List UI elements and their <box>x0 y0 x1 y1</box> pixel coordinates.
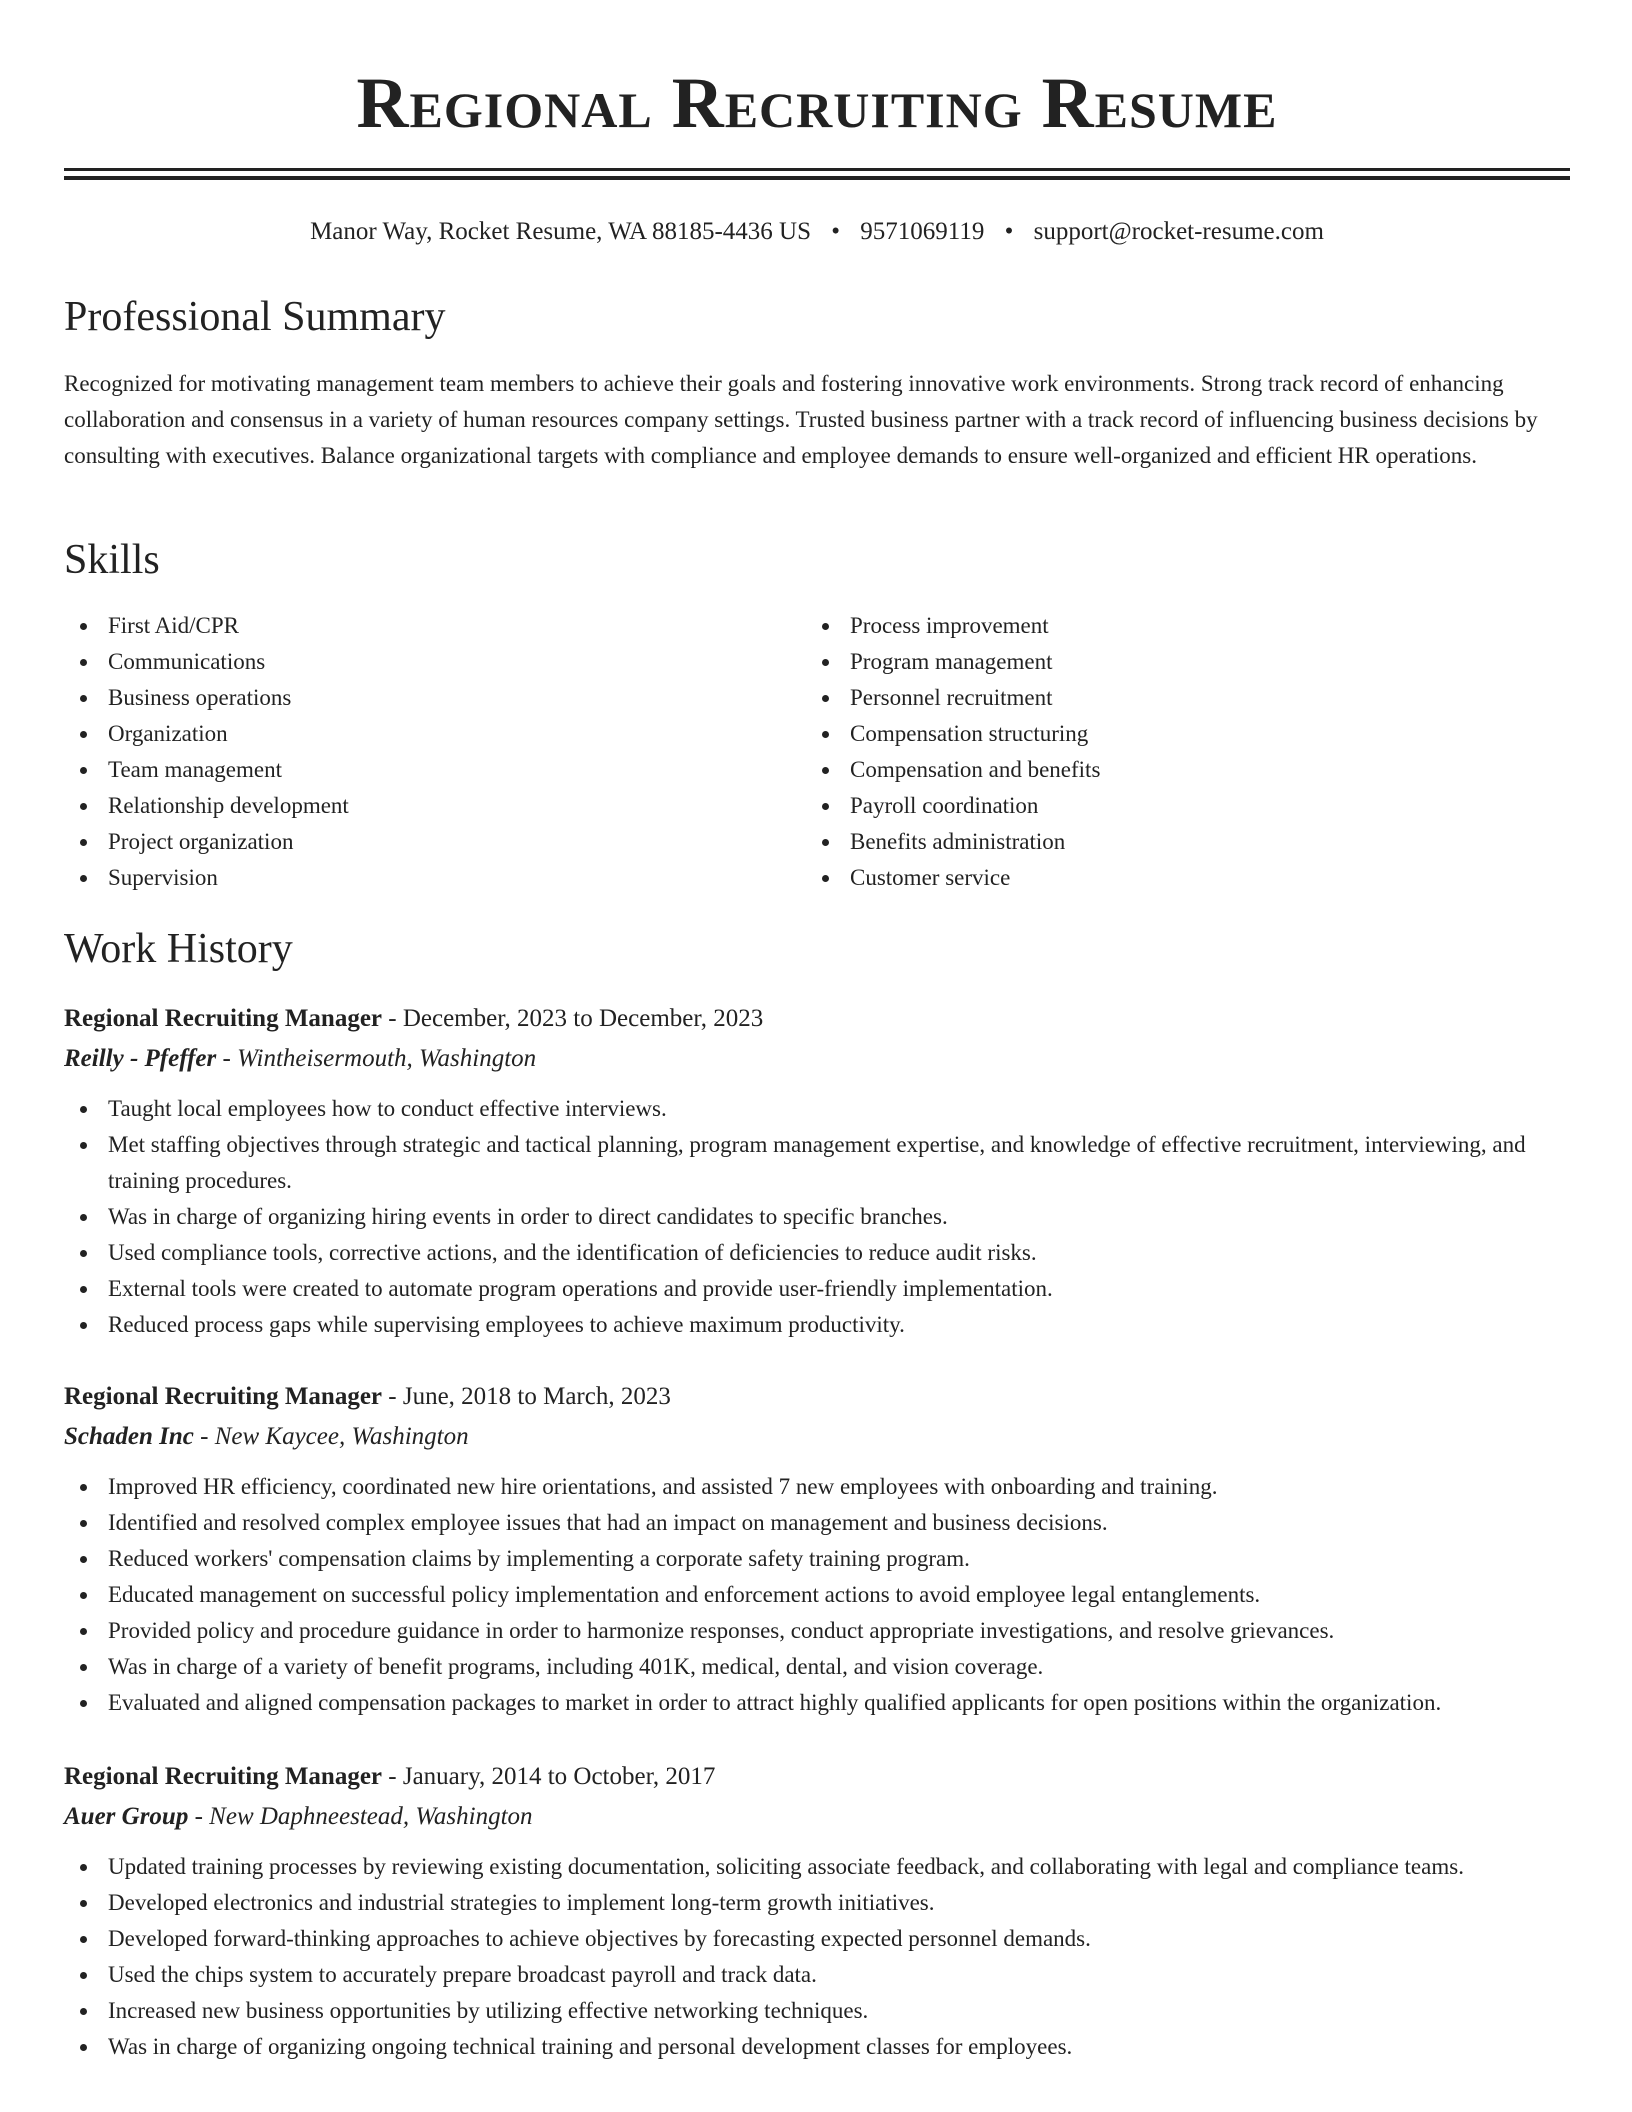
list-item: Program management <box>806 644 1506 680</box>
list-item: Business operations <box>64 680 764 716</box>
list-item: Met staffing objectives through strategic and tactical planning, program management expertise, and knowledge of effective recruitment, interviewing, and training procedures. <box>64 1127 1568 1199</box>
job-location: - Wintheisermouth, Washington <box>216 1045 537 1072</box>
summary-text: Recognized for motivating management team members to achieve their goals and fostering innovative work environments. Strong track record of enhancing collaboration and consensus in a variety of human resources company settings. Trusted business partner with a track record of influencing business decisions by consulting with executives. Balance organizational targets with compliance and employee demands to ensure well-organized and efficient HR operations. <box>64 371 1538 468</box>
contact-phone: 9571069119 <box>860 218 985 245</box>
job-duties <box>64 1091 1570 1343</box>
job-duties <box>64 1849 1570 2065</box>
list-item: Identified and resolved complex employee issues that had an impact on management and business decisions. <box>64 1505 1568 1541</box>
list-item: Educated management on successful policy implementation and enforcement actions to avoid employee legal entanglements. <box>64 1577 1568 1613</box>
list-item: Was in charge of organizing hiring events in order to direct candidates to specific branches. <box>64 1199 1568 1235</box>
list-item: Process improvement <box>806 608 1506 644</box>
list-item: Project organization <box>64 824 764 860</box>
job-duties <box>64 1469 1570 1721</box>
list-item: Payroll coordination <box>806 788 1506 824</box>
skills-list-left <box>64 608 764 896</box>
contact-line <box>64 214 1570 250</box>
job-title: Regional Recruiting Manager <box>64 1383 383 1410</box>
job-title: Regional Recruiting Manager <box>64 1005 383 1032</box>
list-item: External tools were created to automate program operations and provide user-friendly implementation. <box>64 1271 1568 1307</box>
job-company-line <box>64 1039 1570 1079</box>
list-item: Personnel recruitment <box>806 680 1506 716</box>
list-item: First Aid/CPR <box>64 608 764 644</box>
work-history-heading: Work History <box>64 926 293 972</box>
list-item: Communications <box>64 644 764 680</box>
list-item: Used compliance tools, corrective actions, and the identification of deficiencies to reduce audit risks. <box>64 1235 1568 1271</box>
job-dates: - June, 2018 to March, 2023 <box>382 1383 671 1410</box>
job-dates: - December, 2023 to December, 2023 <box>382 1005 764 1032</box>
job-entry <box>64 999 1570 1343</box>
list-item: Increased new business opportunities by utilizing effective networking techniques. <box>64 1993 1568 2029</box>
list-item: Benefits administration <box>806 824 1506 860</box>
resume-title: Regional Recruiting Resume <box>356 63 1278 143</box>
job-title-line <box>64 1377 1570 1417</box>
list-item: Developed electronics and industrial strategies to implement long-term growth initiatives. <box>64 1885 1568 1921</box>
list-item: Taught local employees how to conduct effective interviews. <box>64 1091 1568 1127</box>
job-company-line <box>64 1797 1570 1837</box>
list-item: Compensation and benefits <box>806 752 1506 788</box>
job-entry <box>64 1377 1570 1721</box>
list-item: Compensation structuring <box>806 716 1506 752</box>
list-item: Was in charge of organizing ongoing technical training and personal development classes for employees. <box>64 2029 1568 2065</box>
job-title-line <box>64 999 1570 1039</box>
job-company: Auer Group <box>64 1803 189 1830</box>
contact-address: Manor Way, Rocket Resume, WA 88185-4436 US <box>310 218 812 245</box>
list-item: Was in charge of a variety of benefit programs, including 401K, medical, dental, and vision coverage. <box>64 1649 1568 1685</box>
skills-list-right <box>806 608 1506 896</box>
contact-email: support@rocket-resume.com <box>1033 218 1324 245</box>
list-item: Reduced process gaps while supervising employees to achieve maximum productivity. <box>64 1307 1568 1343</box>
job-company: Reilly - Pfeffer <box>64 1045 217 1072</box>
list-item: Improved HR efficiency, coordinated new hire orientations, and assisted 7 new employees with onboarding and training. <box>64 1469 1568 1505</box>
list-item: Evaluated and aligned compensation packages to market in order to attract highly qualified applicants for open positions within the organization. <box>64 1685 1568 1721</box>
list-item: Team management <box>64 752 764 788</box>
job-dates: - January, 2014 to October, 2017 <box>382 1763 716 1790</box>
job-title: Regional Recruiting Manager <box>64 1763 383 1790</box>
job-title-line <box>64 1757 1570 1797</box>
skills-heading: Skills <box>64 537 160 583</box>
job-location: - New Kaycee, Washington <box>193 1423 469 1450</box>
list-item: Customer service <box>806 860 1506 896</box>
list-item: Used the chips system to accurately prepare broadcast payroll and track data. <box>64 1957 1568 1993</box>
job-entry <box>64 1757 1570 2065</box>
summary-heading: Professional Summary <box>64 294 446 340</box>
job-location: - New Daphneestead, Washington <box>188 1803 533 1830</box>
title-rule-thick <box>64 176 1570 180</box>
list-item: Provided policy and procedure guidance in order to harmonize responses, conduct appropriate investigations, and resolve grievances. <box>64 1613 1568 1649</box>
job-company-line <box>64 1417 1570 1457</box>
title-rule-thin <box>64 168 1570 171</box>
list-item: Developed forward-thinking approaches to achieve objectives by forecasting expected personnel demands. <box>64 1921 1568 1957</box>
contact-separator: • <box>1004 218 1014 245</box>
list-item: Relationship development <box>64 788 764 824</box>
list-item: Supervision <box>64 860 764 896</box>
contact-separator: • <box>831 218 841 245</box>
list-item: Updated training processes by reviewing existing documentation, soliciting associate feedback, and collaborating with legal and compliance teams. <box>64 1849 1568 1885</box>
list-item: Organization <box>64 716 764 752</box>
job-company: Schaden Inc <box>64 1423 194 1450</box>
list-item: Reduced workers' compensation claims by implementing a corporate safety training program. <box>64 1541 1568 1577</box>
